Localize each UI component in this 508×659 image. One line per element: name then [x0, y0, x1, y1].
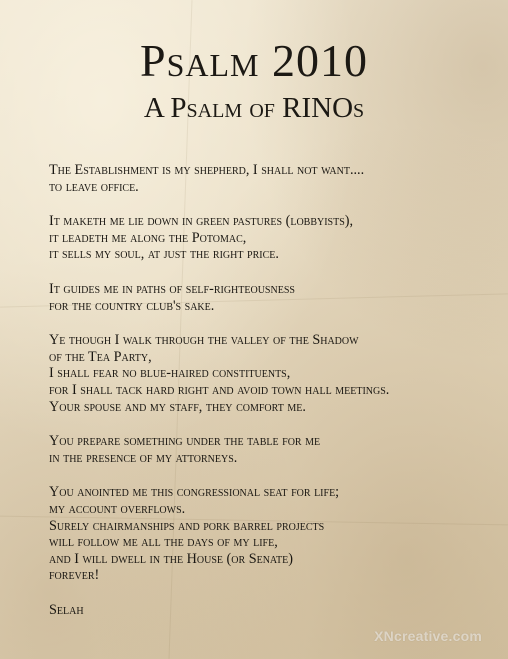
- stanza-4: [49, 332, 489, 415]
- stanza-1: [49, 162, 489, 195]
- verse-line: and I will dwell in the House (or Senate): [49, 550, 293, 567]
- verse-line: for I shall tack hard right and avoid town hall meetings.: [49, 381, 390, 398]
- verse-line: Your spouse and my staff, they comfort me.: [49, 398, 306, 415]
- verse-line: of the Tea Party,: [49, 348, 152, 365]
- verse-line: It maketh me lie down in green pastures (lobbyists),: [49, 213, 354, 230]
- verse-line: The Establishment is my shepherd, I shall not want....: [49, 162, 365, 178]
- verse-line: it leadeth me along the Potomac,: [49, 229, 247, 246]
- verse-line: for the country club's sake.: [49, 297, 215, 314]
- psalm-body: [49, 162, 489, 618]
- verse-line: in the presence of my attorneys.: [49, 449, 238, 466]
- closing-word: Selah: [49, 601, 84, 618]
- verse-line: Ye though I walk through the valley of the Shadow: [49, 332, 359, 349]
- verse-line: It guides me in paths of self-righteousness: [49, 280, 295, 297]
- stanza-3: [49, 281, 489, 314]
- stanza-2: [49, 213, 489, 263]
- verse-line: forever!: [49, 567, 100, 584]
- page-subtitle: A Psalm of RINOs: [143, 92, 365, 124]
- verse-line: to leave office.: [49, 178, 139, 195]
- verse-line: my account overflows.: [49, 500, 186, 517]
- verse-line: it sells my soul, at just the right price.: [49, 246, 279, 263]
- stanza-6: [49, 484, 489, 584]
- verse-line: You anointed me this congressional seat for life;: [49, 484, 340, 501]
- verse-line: will follow me all the days of my life,: [49, 534, 278, 551]
- verse-line: I shall fear no blue-haired constituents,: [49, 365, 291, 382]
- verse-line: Surely chairmanships and pork barrel projects: [49, 517, 325, 534]
- verse-line: You prepare something under the table for me: [49, 433, 321, 450]
- stanza-5: [49, 433, 489, 466]
- page-title: Psalm 2010: [140, 35, 368, 86]
- watermark: XNcreative.com: [374, 628, 482, 644]
